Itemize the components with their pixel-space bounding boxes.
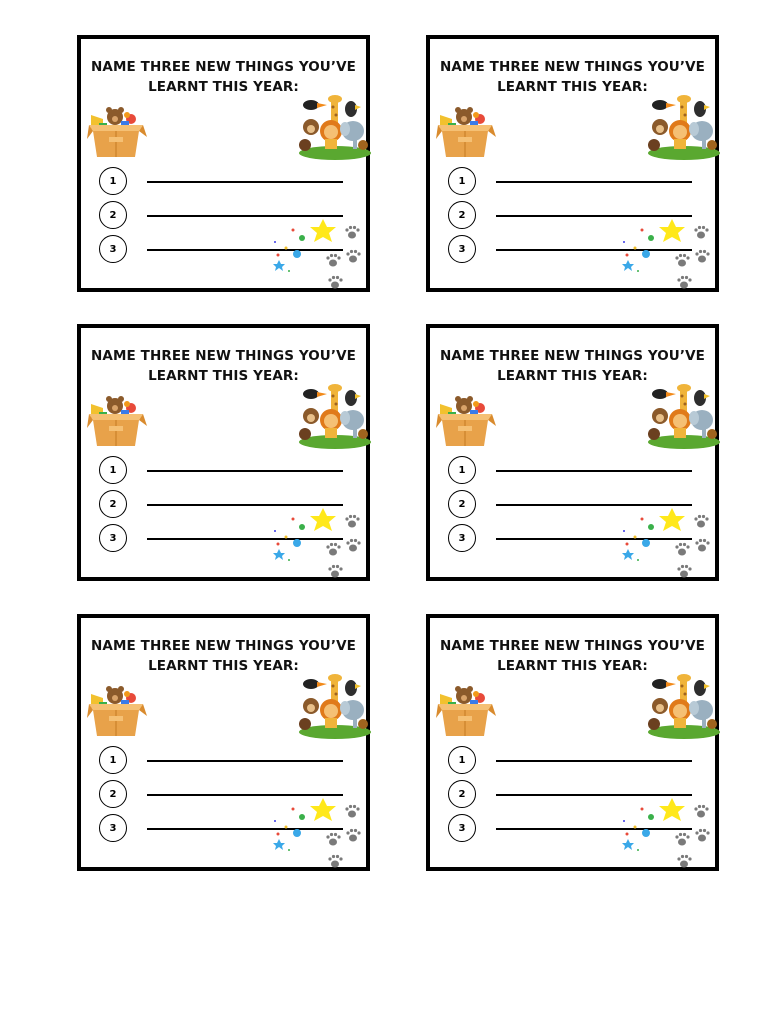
- toy-box-icon: [434, 101, 498, 161]
- answer-line-3[interactable]: [448, 814, 698, 844]
- number-circle: 2: [448, 201, 476, 229]
- answer-line-1[interactable]: [99, 167, 349, 197]
- toy-box-icon: [85, 680, 149, 740]
- card-title: NAME THREE NEW THINGS YOU’VE LEARNT THIS YEAR:: [91, 638, 356, 674]
- paw-print-icon: [677, 565, 691, 578]
- number-circle: 3: [99, 524, 127, 552]
- zoo-animals-icon: [297, 672, 373, 740]
- zoo-animals-icon: [297, 382, 373, 450]
- zoo-animals-icon: [646, 382, 722, 450]
- number-circle: 3: [99, 814, 127, 842]
- paw-print-icon: [328, 565, 342, 578]
- worksheet-card-5: [77, 614, 370, 871]
- worksheet-card-2: [426, 35, 719, 292]
- answer-line-1[interactable]: [448, 746, 698, 776]
- number-circle: 3: [448, 524, 476, 552]
- toy-box-icon: [85, 390, 149, 450]
- writing-line: [496, 181, 692, 183]
- number-circle: 3: [99, 235, 127, 263]
- zoo-animals-icon: [297, 93, 373, 161]
- answer-line-2[interactable]: [448, 490, 698, 520]
- number-circle: 2: [448, 490, 476, 518]
- writing-line: [496, 504, 692, 506]
- number-circle: 1: [99, 167, 127, 195]
- answer-line-2[interactable]: [99, 201, 349, 231]
- number-circle: 2: [99, 780, 127, 808]
- writing-line: [147, 794, 343, 796]
- zoo-animals-icon: [646, 93, 722, 161]
- answer-line-3[interactable]: [448, 524, 698, 554]
- writing-line: [496, 249, 692, 251]
- writing-line: [147, 538, 343, 540]
- paw-print-icon: [328, 855, 342, 868]
- number-circle: 1: [448, 456, 476, 484]
- writing-line: [147, 215, 343, 217]
- card-title: NAME THREE NEW THINGS YOU’VE LEARNT THIS YEAR:: [440, 638, 705, 674]
- zoo-animals-icon: [646, 672, 722, 740]
- writing-line: [147, 249, 343, 251]
- writing-line: [147, 504, 343, 506]
- answer-line-3[interactable]: [99, 814, 349, 844]
- writing-line: [496, 760, 692, 762]
- writing-line: [496, 538, 692, 540]
- toy-box-icon: [434, 390, 498, 450]
- writing-line: [147, 760, 343, 762]
- writing-line: [147, 828, 343, 830]
- worksheet-card-6: [426, 614, 719, 871]
- number-circle: 1: [448, 167, 476, 195]
- number-circle: 1: [448, 746, 476, 774]
- answer-line-3[interactable]: [99, 235, 349, 265]
- card-title: NAME THREE NEW THINGS YOU’VE LEARNT THIS YEAR:: [91, 59, 356, 95]
- number-circle: 2: [99, 490, 127, 518]
- card-title: NAME THREE NEW THINGS YOU’VE LEARNT THIS YEAR:: [440, 348, 705, 384]
- writing-line: [496, 828, 692, 830]
- paw-print-icon: [328, 276, 342, 289]
- paw-print-icon: [677, 276, 691, 289]
- writing-line: [147, 181, 343, 183]
- answer-line-1[interactable]: [448, 456, 698, 486]
- number-circle: 2: [99, 201, 127, 229]
- answer-line-1[interactable]: [99, 746, 349, 776]
- toy-box-icon: [85, 101, 149, 161]
- number-circle: 1: [99, 456, 127, 484]
- answer-line-2[interactable]: [99, 780, 349, 810]
- number-circle: 2: [448, 780, 476, 808]
- writing-line: [496, 794, 692, 796]
- answer-line-3[interactable]: [99, 524, 349, 554]
- writing-line: [496, 215, 692, 217]
- answer-line-2[interactable]: [99, 490, 349, 520]
- answer-line-3[interactable]: [448, 235, 698, 265]
- number-circle: 3: [448, 235, 476, 263]
- worksheet-card-4: [426, 324, 719, 581]
- card-title: NAME THREE NEW THINGS YOU’VE LEARNT THIS YEAR:: [91, 348, 356, 384]
- number-circle: 3: [448, 814, 476, 842]
- writing-line: [496, 470, 692, 472]
- answer-line-2[interactable]: [448, 780, 698, 810]
- answer-line-1[interactable]: [99, 456, 349, 486]
- worksheet-card-1: [77, 35, 370, 292]
- answer-line-2[interactable]: [448, 201, 698, 231]
- card-title: NAME THREE NEW THINGS YOU’VE LEARNT THIS YEAR:: [440, 59, 705, 95]
- writing-line: [147, 470, 343, 472]
- paw-print-icon: [677, 855, 691, 868]
- worksheet-card-3: [77, 324, 370, 581]
- answer-line-1[interactable]: [448, 167, 698, 197]
- number-circle: 1: [99, 746, 127, 774]
- toy-box-icon: [434, 680, 498, 740]
